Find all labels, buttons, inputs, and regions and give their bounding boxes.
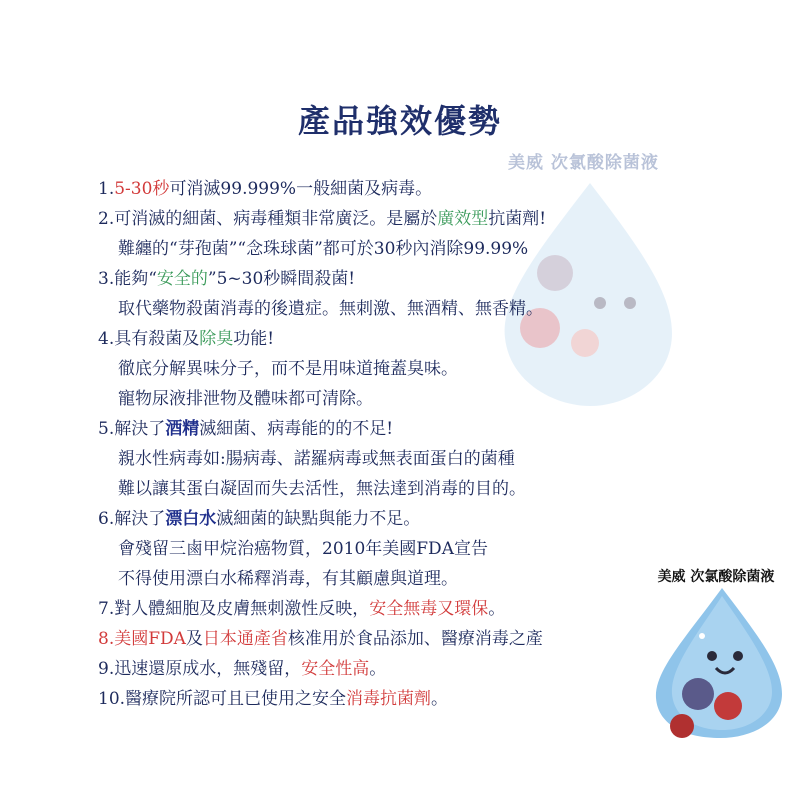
- list-item-detail: 不得使用漂白水稀釋消毒，有其顧慮與道理。: [118, 569, 458, 589]
- list-item-detail: 難以讓其蛋白凝固而失去活性，無法達到消毒的目的。: [118, 479, 526, 499]
- list-item: 5.解決了酒精滅細菌、病毒能的的不足!: [98, 419, 394, 439]
- list-item-detail: 會殘留三鹵甲烷治癌物質，2010年美國FDA宣告: [118, 539, 488, 559]
- list-item: 6.解決了漂白水滅細菌的缺點與能力不足。: [98, 509, 421, 529]
- list-item: 10.醫療院所認可且已使用之安全消毒抗菌劑。: [98, 689, 449, 709]
- list-item: 2.可消滅的細菌、病毒種類非常廣泛。是屬於廣效型抗菌劑!: [98, 209, 547, 229]
- logo-text: 美威 次氯酸除菌液: [657, 569, 775, 585]
- list-item: 8.美國FDA及日本通產省核准用於食品添加、醫療消毒之產: [98, 629, 543, 649]
- list-item-detail: 難纏的“芽孢菌”“念珠球菌”都可於30秒內消除99.99%: [118, 239, 529, 259]
- list-item: 3.能夠“安全的”5~30秒瞬間殺菌!: [98, 269, 356, 289]
- list-item-detail: 徹底分解異味分子，而不是用味道掩蓋臭味。: [118, 359, 458, 379]
- list-item: 9.迅速還原成水，無殘留，安全性高。: [98, 659, 387, 679]
- list-item-detail: 親水性病毒如:腸病毒、諾羅病毒或無表面蛋白的菌種: [118, 449, 515, 469]
- brand-logo: [632, 560, 800, 742]
- list-item: 4.具有殺菌及除臭功能!: [98, 329, 275, 349]
- water-drop-mascot-icon: [642, 586, 792, 740]
- list-item-detail: 寵物尿液排泄物及體味都可清除。: [118, 389, 373, 409]
- advantage-list: [98, 174, 658, 714]
- watermark-text: 美威 次氯酸除菌液: [508, 153, 659, 173]
- list-item: 7.對人體細胞及皮膚無刺激性反映，安全無毒又環保。: [98, 599, 506, 619]
- list-item: 1.5-30秒可消滅99.999%一般細菌及病毒。: [98, 179, 433, 199]
- list-item-detail: 取代藥物殺菌消毒的後遺症。無刺激、無酒精、無香精。: [118, 299, 543, 319]
- page-title: 產品強效優勢: [297, 102, 502, 140]
